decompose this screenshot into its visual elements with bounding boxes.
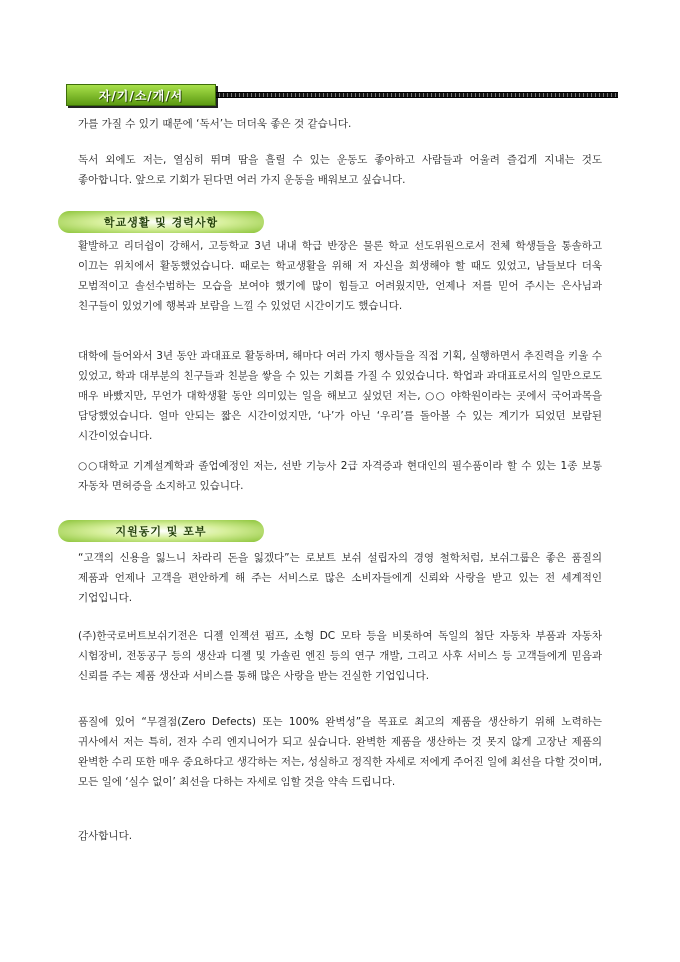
motivation-paragraph-2: (주)한국로버트보쉬기전은 디젤 인젝션 펌프, 소형 DC 모타 등을 비롯하여 독일의 첨단 자동차 부품과 자동차 시험장비, 전동공구 등의 생산과 디젤 및 가솔린 엔진 등의 연구 개발, 그리고 사후 서비스 등 고객들에게 믿음과 신뢰를 주는 제품 생산과 서비스를 통해 많은 사랑을 받는 건실한 기업입니다. bbox=[78, 630, 602, 682]
intro-paragraph-2: 독서 외에도 저는, 열심히 뛰며 땀을 흘릴 수 있는 운동도 좋아하고 사람들과 어울려 즐겁게 지내는 것도 좋아합니다. 앞으로 기회가 된다면 여러 가지 운동을 배워보고 싶습니다. bbox=[78, 154, 602, 186]
school-section-heading: 학교생활 및 경력사항 bbox=[58, 211, 264, 233]
title-divider bbox=[216, 92, 618, 98]
motivation-paragraph-1: “고객의 신용을 잃느니 차라리 돈을 잃겠다”는 로보트 보쉬 설립자의 경영 철학처럼, 보쉬그룹은 좋은 품질의 제품과 언제나 고객을 편안하게 해 주는 서비스로 많은 소비자들에게 신뢰와 사랑을 받고 있는 전 세계적인 기업입니다. bbox=[78, 552, 602, 604]
closing-text: 감사합니다. bbox=[78, 830, 133, 842]
school-paragraph-2: 대학에 들어와서 3년 동안 과대표로 활동하며, 해마다 여러 가지 행사들을 직접 기획, 실행하면서 추진력을 키울 수 있었고, 학과 대부분의 친구들과 친분을 쌓을 수 있는 기회를 가질 수 있었습니다. 학업과 과대표로서의 일만으로도 매우 바빴지만, 무언가 대학생활 동안 의미있는 일을 해보고 싶었던 저는, ○○ 야학원이라는 곳에서 국어과목을 담당했었습니다. 얼마 안되는 짧은 시간이었지만, ‘나’가 아닌 ‘우리’를 돌아볼 수 있는 계기가 되었던 보람된 시간이었습니다. bbox=[78, 350, 602, 442]
document-title: 자/기/소/개/서 bbox=[66, 84, 216, 106]
title-band bbox=[66, 84, 618, 106]
school-paragraph-1: 활발하고 리더쉽이 강해서, 고등학교 3년 내내 학급 반장은 물론 학교 선도위원으로서 전체 학생들을 통솔하고 이끄는 위치에서 활동했었습니다. 때로는 학교생활을 위해 저 자신을 희생해야 할 때도 있었고, 남들보다 더욱 모범적이고 솔선수범하는 모습을 보여야 했기에 많이 힘들고 어려웠지만, 언제나 저를 믿어 주시는 은사님과 친구들이 있었기에 행복과 보람을 느낄 수 있었던 시간이기도 했습니다. bbox=[78, 240, 602, 312]
motivation-paragraph-3: 품질에 있어 “무결점(Zero Defects) 또는 100% 완벽성”을 목표로 최고의 제품을 생산하기 위해 노력하는 귀사에서 저는 특히, 전자 수리 엔지니어가 되고 싶습니다. 완벽한 제품을 생산하는 것 못지 않게 고장난 제품의 완벽한 수리 또한 매우 중요하다고 생각하는 저는, 성실하고 정직한 자세로 저에게 주어진 일에 최선을 다할 것이며, 모든 일에 ‘실수 없이’ 최선을 다하는 자세로 임할 것을 약속 드립니다. bbox=[78, 716, 602, 788]
intro-paragraph-1: 가를 가질 수 있기 때문에 ‘독서’는 더더욱 좋은 것 같습니다. bbox=[78, 118, 352, 130]
motivation-section-heading: 지원동기 및 포부 bbox=[58, 520, 264, 542]
school-paragraph-3: ○○대학교 기계설계학과 졸업예정인 저는, 선반 기능사 2급 자격증과 현대인의 필수품이라 할 수 있는 1종 보통 자동차 면허증을 소지하고 있습니다. bbox=[78, 460, 602, 492]
